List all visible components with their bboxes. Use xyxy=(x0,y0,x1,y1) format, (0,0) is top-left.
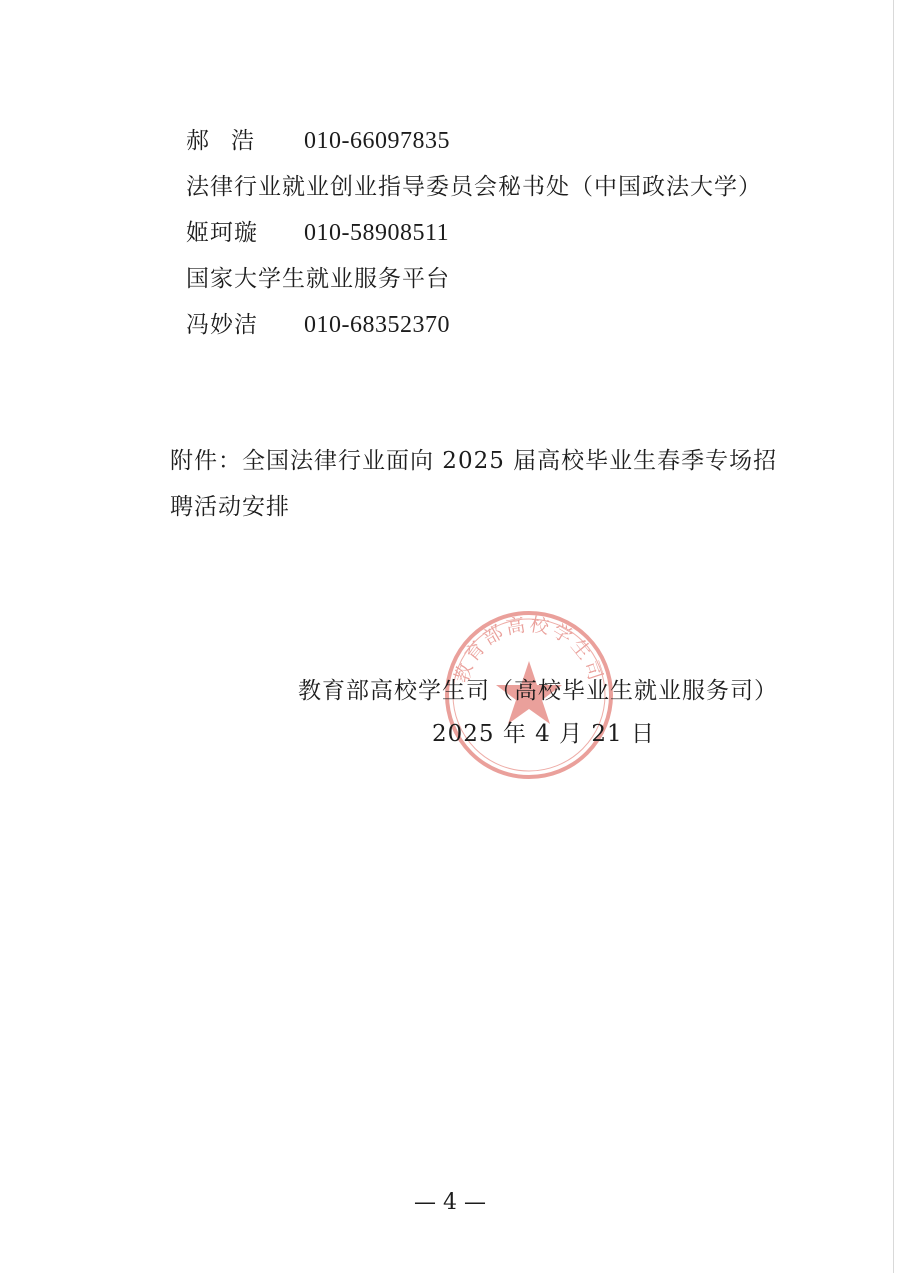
contact-phone: 010-68352370 xyxy=(304,312,450,338)
contact-name: 姬珂璇 xyxy=(186,220,258,246)
organization-line: 法律行业就业创业指导委员会秘书处（中国政法大学） xyxy=(186,174,762,200)
contact-name: 郝浩 xyxy=(186,128,276,154)
contact-phone: 010-58908511 xyxy=(304,220,450,246)
organization-line: 国家大学生就业服务平台 xyxy=(186,266,450,292)
contact-row-3 xyxy=(186,310,450,340)
issuer-line: 教育部高校学生司（高校毕业生就业服务司） xyxy=(298,678,778,704)
scan-edge xyxy=(893,0,894,1273)
attachment-line-2: 聘活动安排 xyxy=(170,494,290,520)
attachment-line-1: 附件：全国法律行业面向 2025 届高校毕业生春季专场招 xyxy=(170,448,778,474)
contact-row-2 xyxy=(186,218,449,248)
contact-row-1 xyxy=(186,126,450,156)
page-number: — 4 — xyxy=(414,1190,486,1215)
contact-name: 冯妙洁 xyxy=(186,312,258,338)
date-line: 2025 年 4 月 21 日 xyxy=(432,721,655,747)
contact-phone: 010-66097835 xyxy=(304,128,450,154)
seal-text: 教育部高校学生司 xyxy=(450,613,608,686)
